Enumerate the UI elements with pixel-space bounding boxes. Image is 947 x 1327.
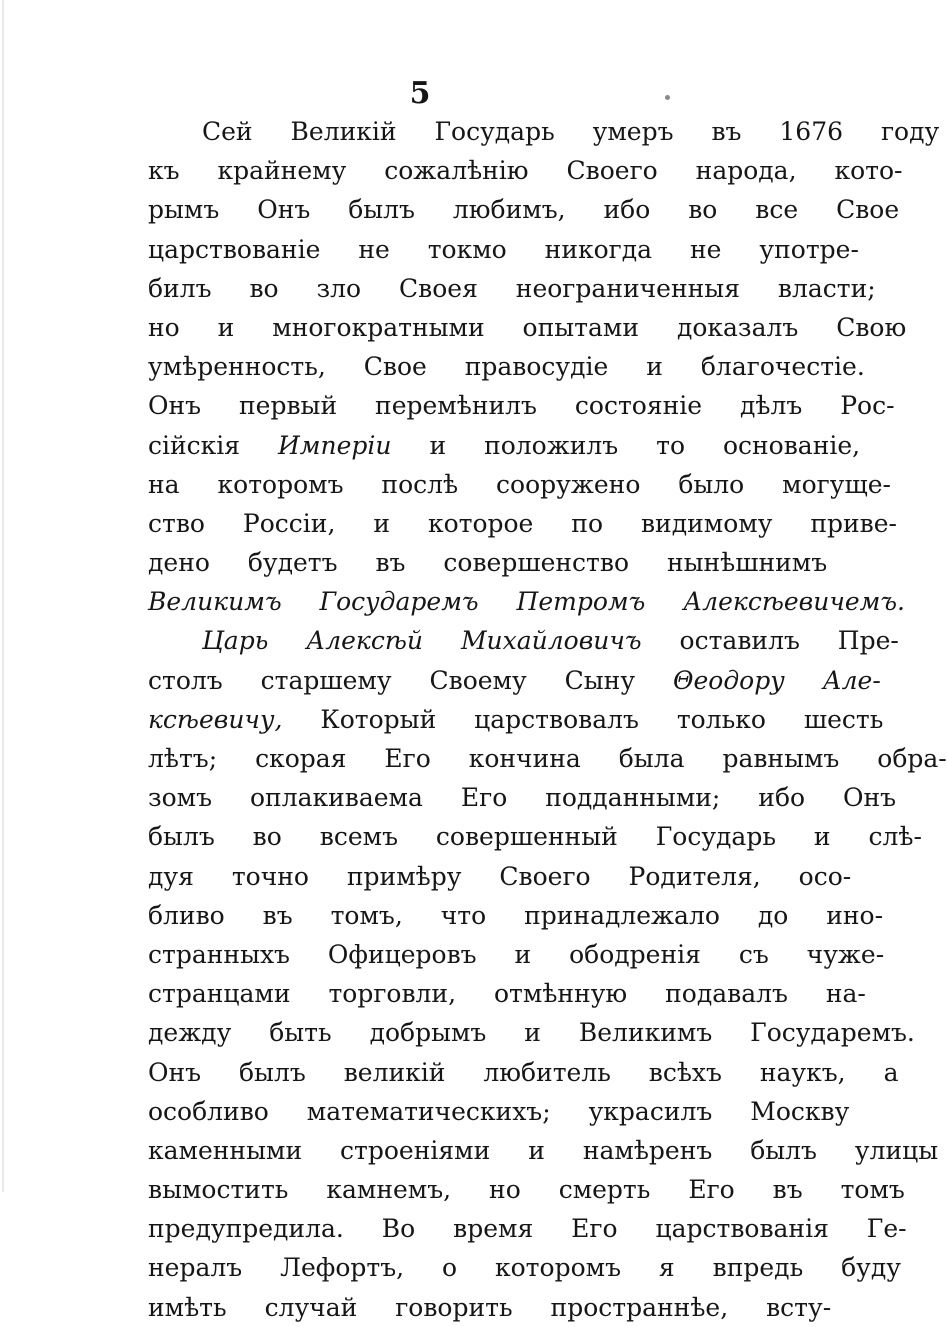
text-segment: умѣренность, Свое правосудіе и благочестіе.	[148, 352, 865, 382]
text-line	[148, 426, 861, 465]
italic-text: Имперіи	[278, 430, 392, 460]
text-line	[148, 1209, 907, 1248]
text-line	[148, 1288, 832, 1327]
text-segment: билъ во зло Своея неограниченныя власти;	[148, 273, 876, 303]
text-line	[148, 700, 884, 739]
text-line	[148, 739, 947, 778]
text-segment: ство Россіи, и которое по видимому приве-	[148, 508, 897, 538]
text-line	[148, 582, 906, 621]
text-line	[148, 817, 922, 856]
text-line	[148, 778, 897, 817]
text-segment: но и многократными опытами доказалъ Свою	[148, 312, 907, 342]
text-segment: былъ во всемъ совершенный Государь и слѣ-	[148, 822, 922, 852]
text-line	[148, 1170, 905, 1209]
text-segment: каменными строеніями и намѣренъ былъ улицы	[148, 1135, 939, 1165]
text-segment: царствованіе не токмо никогда не употре-	[148, 234, 859, 264]
text-segment: Сей Великій Государь умеръ въ 1676 году	[202, 117, 940, 146]
text-line	[148, 230, 859, 269]
text-segment: предупредила. Во время Его царствованія Ге-	[148, 1214, 907, 1244]
text-line	[148, 661, 881, 700]
text-line	[148, 1053, 899, 1092]
text-line	[148, 543, 828, 582]
text-line	[148, 465, 891, 504]
italic-text: ксѣевичу,	[148, 704, 283, 734]
italic-text: Θеодору Але-	[673, 665, 881, 695]
text-segment: дено будетъ въ совершенство нынѣшнимъ	[148, 548, 828, 578]
text-segment: бливо въ томъ, что принадлежало до ино-	[148, 900, 884, 930]
text-segment: рымъ Онъ былъ любимъ, ибо во все Свое	[148, 195, 900, 225]
text-line	[148, 1092, 850, 1131]
body-text	[148, 112, 947, 1327]
text-segment: Который царствовалъ только шесть	[282, 704, 884, 734]
text-segment: зомъ оплакиваема Его подданными; ибо Онъ	[148, 783, 897, 813]
text-segment: столъ старшему Своему Сыну	[148, 665, 673, 695]
text-line	[148, 269, 876, 308]
text-segment: сійскія	[148, 430, 278, 460]
text-segment: странныхъ Офицеровъ и ободренія съ чуже-	[148, 939, 885, 969]
text-segment: на которомъ послѣ сооружено было могуще-	[148, 469, 891, 499]
text-line	[148, 1013, 915, 1052]
text-line	[148, 857, 852, 896]
page-edge-shadow	[2, 0, 4, 1192]
text-segment: и положилъ то основаніе,	[391, 430, 861, 460]
text-segment: вымостить камнемъ, но смерть Его въ томъ	[148, 1175, 905, 1205]
text-line	[148, 190, 900, 229]
text-line	[148, 1248, 901, 1287]
text-line	[148, 386, 895, 425]
text-segment: дуя точно примѣру Своего Родителя, осо-	[148, 861, 852, 891]
text-line	[148, 151, 903, 190]
text-line	[148, 308, 907, 347]
text-line	[148, 896, 884, 935]
text-line	[148, 112, 940, 151]
text-line	[148, 504, 897, 543]
text-segment: странцами торговли, отмѣнную подавалъ на-	[148, 979, 866, 1009]
text-segment: дежду быть добрымъ и Великимъ Государемъ.	[148, 1018, 915, 1048]
text-segment: имѣть случай говорить пространнѣе, всту-	[148, 1292, 832, 1322]
text-line	[148, 621, 899, 660]
italic-text: Царь Алексѣй Михайловичъ	[202, 626, 642, 656]
text-segment: оставилъ Пре-	[641, 626, 899, 656]
text-segment: лѣтъ; скорая Его кончина была равнымъ обра-	[148, 744, 947, 773]
text-line	[148, 347, 865, 386]
text-segment: нералъ Лефортъ, о которомъ я впредь буду	[148, 1253, 901, 1283]
text-line	[148, 1131, 939, 1170]
text-line	[148, 974, 866, 1013]
italic-text: Великимъ Государемъ Петромъ Алексѣевичемъ.	[148, 587, 906, 617]
text-segment: къ крайнему сожалѣнію Своего народа, кото-	[148, 156, 903, 186]
text-line	[148, 935, 885, 974]
text-segment: Онъ былъ великій любитель всѣхъ наукъ, а	[148, 1057, 899, 1087]
text-segment: Онъ первый перемѣнилъ состояніе дѣлъ Рос-	[148, 391, 895, 421]
page-number: 5	[409, 76, 431, 111]
text-segment: особливо математическихъ; украсилъ Москву	[148, 1096, 850, 1126]
